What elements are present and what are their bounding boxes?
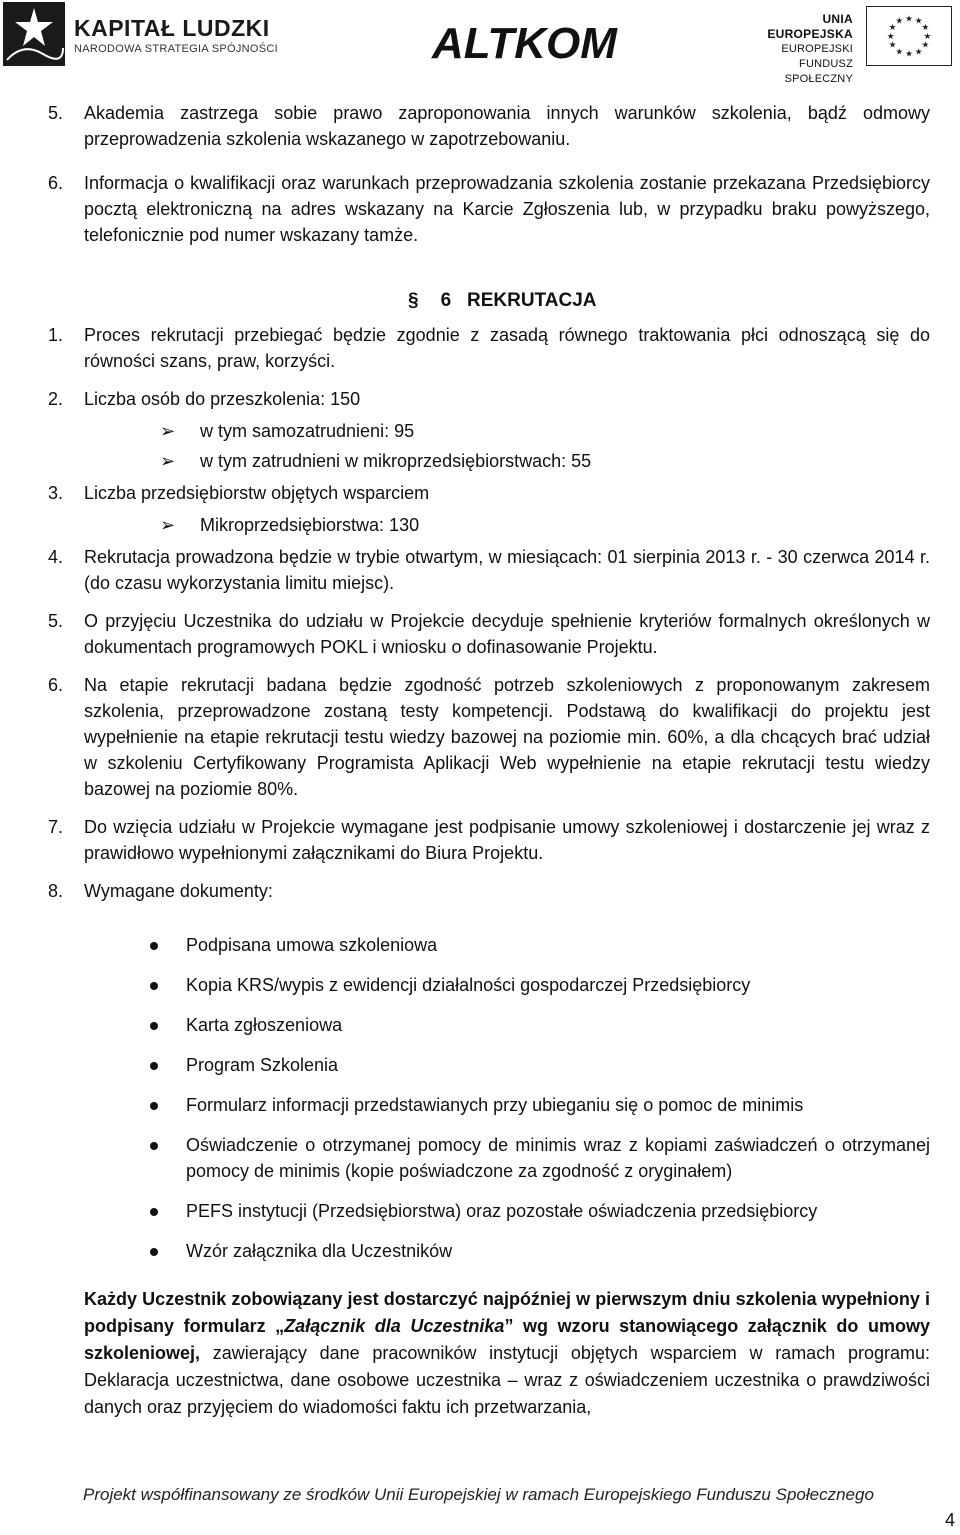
svg-text:★: ★ (923, 31, 932, 42)
list-item (48, 878, 930, 904)
item-number: 7. (48, 817, 64, 837)
sub-list-item (160, 416, 930, 446)
sub-item-text: Mikroprzedsiębiorstwa: 130 (200, 515, 420, 535)
svg-text:★: ★ (921, 23, 930, 34)
document-text: Program Szkolenia (186, 1055, 339, 1075)
sub-item-text: w tym samozatrudnieni: 95 (200, 421, 415, 441)
item-number: 3. (48, 483, 64, 503)
item-text: Rekrutacja prowadzona będzie w trybie otwartym, w miesiącach: 01 sierpinia 2013 r. - 30 czerwca 2014 r. (do czasu wykorzystania limitu miejsc). (84, 547, 930, 593)
kapital-ludzki-text (74, 16, 278, 56)
ue-line3: FUNDUSZ SPOŁECZNY (784, 58, 853, 85)
list-item (48, 100, 930, 152)
list-item (48, 814, 930, 866)
document-text: Wzór załącznika dla Uczestników (186, 1241, 453, 1261)
bullet-icon (150, 1248, 158, 1256)
item-number: 6. (48, 675, 64, 695)
document-item (148, 1052, 930, 1078)
item-text: Liczba osób do przeszkolenia: 150 (84, 389, 361, 409)
document-item (148, 932, 930, 958)
document-item (148, 1012, 930, 1038)
item-number: 8. (48, 881, 64, 901)
svg-text:★: ★ (888, 40, 897, 51)
document-text: Formularz informacji przedstawianych przy ubieganiu się o pomoc de minimis (186, 1095, 804, 1115)
bullet-icon (150, 1062, 158, 1070)
sub-item-text: w tym zatrudnieni w mikroprzedsiębiorstwach: 55 (200, 451, 592, 471)
item-number: 5. (48, 103, 64, 123)
arrow-bullet-icon: ➢ (160, 421, 176, 441)
item-number: 4. (48, 547, 64, 567)
page-footer: Projekt współfinansowany ze środków Unii Europejskiej w ramach Europejskiego Funduszu Społecznego (83, 1485, 874, 1504)
altkom-logo-text: ALTKOM (432, 19, 617, 68)
item-number: 1. (48, 325, 64, 345)
list-item (48, 322, 930, 374)
bullet-icon (150, 1208, 158, 1216)
svg-text:★: ★ (921, 40, 930, 51)
bullet-icon (150, 1102, 158, 1110)
svg-text:★: ★ (914, 47, 923, 58)
kl-subtitle: NARODOWA STRATEGIA SPÓJNOŚCI (74, 43, 278, 55)
ue-text (735, 12, 853, 87)
list-item (48, 170, 930, 248)
item-text: Akademia zastrzega sobie prawo zaproponowania innych warunków szkolenia, bądź odmowy przeprowadzenia szkolenia wskazanego w zapotrzebowaniu. (84, 103, 930, 149)
svg-text:★: ★ (914, 16, 923, 27)
item-text: Proces rekrutacji przebiegać będzie zgodnie z zasadą równego traktowania płci odnoszącą się do równości szans, praw, korzyści. (84, 325, 930, 371)
sub-list-item (160, 510, 930, 540)
document-item (148, 1238, 930, 1264)
item-text: Liczba przedsiębiorstw objętych wsparciem (84, 483, 430, 503)
altkom-logo (430, 14, 617, 71)
section-heading (48, 288, 930, 314)
paragraph-symbol: § (408, 290, 419, 311)
ue-line2: EUROPEJSKI (781, 43, 853, 55)
sub-list (160, 416, 930, 476)
arrow-bullet-icon: ➢ (160, 451, 176, 471)
documents-list (148, 932, 930, 1264)
document-item (148, 1132, 930, 1184)
item-number: 2. (48, 389, 64, 409)
list-item (48, 608, 930, 660)
document-text: Oświadczenie o otrzymanej pomocy de minimis wraz z kopiami zaświadczeń o otrzymanej pomocy de minimis (kopie poświadczone za zgodność z oryginałem) (186, 1135, 930, 1181)
kl-title: KAPITAŁ LUDZKI (74, 15, 270, 41)
notice-text: zawierający dane pracowników instytucji objętych wsparciem w ramach programu: Deklaracja uczestnictwa, dane osobowe uczestnika – wraz z oświadczeniem uczestnika o prawdziwości danych oraz przyjęciem do wiadomości faktu ich przetwarzania, (84, 1343, 930, 1417)
svg-text:★: ★ (895, 16, 904, 27)
item-text: Do wzięcia udziału w Projekcie wymagane jest podpisanie umowy szkoleniowej i dostarczenie jej wraz z prawidłowo wypełnionymi załącznikami do Biura Projektu. (84, 817, 930, 863)
document-item (148, 972, 930, 998)
page-header (0, 0, 960, 85)
svg-text:★: ★ (888, 23, 897, 34)
page-number: 4 (945, 1510, 956, 1530)
list-item (48, 386, 930, 412)
bullet-icon (150, 1142, 158, 1150)
document-item (148, 1198, 930, 1224)
document-text: Podpisana umowa szkoleniowa (186, 935, 438, 955)
document-item (148, 1092, 930, 1118)
document-body (48, 100, 930, 1421)
notice-bold-italic: Załącznik dla Uczestnika (284, 1316, 505, 1336)
notice-bold-2: ” wg wzoru stanowiącego załącznik do umowy szkoleniowej, (84, 1316, 930, 1363)
list-item (48, 480, 930, 506)
document-text: PEFS instytucji (Przedsiębiorstwa) oraz pozostałe oświadczenia przedsiębiorcy (186, 1201, 818, 1221)
bullet-icon (150, 942, 158, 950)
list-item (48, 672, 930, 802)
item-text: Wymagane dokumenty: (84, 881, 273, 901)
section-number: 6 (440, 290, 452, 311)
document-text: Kopia KRS/wypis z ewidencji działalności gospodarczej Przedsiębiorcy (186, 975, 751, 995)
svg-text:★: ★ (886, 31, 895, 42)
ue-line1: UNIA EUROPEJSKA (767, 12, 853, 41)
svg-text:★: ★ (895, 47, 904, 58)
sub-list (160, 510, 930, 540)
svg-text:★: ★ (905, 14, 913, 25)
item-text: Na etapie rekrutacji badana będzie zgodność potrzeb szkoleniowych z proponowanym zakresem szkolenia, przeprowadzone zostaną testy kompetencji. Podstawą do kwalifikacji do projektu jest wypełnienie na etapie rekrutacji testu wiedzy bazowej na poziomie min. 60%, a dla chcących brać udział w szkoleniu Certyfikowany Programista Aplikacji Web wypełnienie na etapie rekrutacji testu wiedzy bazowej na poziomie 80%. (84, 675, 930, 799)
sub-list-item (160, 446, 930, 476)
bullet-icon (150, 982, 158, 990)
section-title: REKRUTACJA (467, 290, 597, 311)
document-text: Karta zgłoszeniowa (186, 1015, 343, 1035)
bullet-icon (150, 1022, 158, 1030)
kapital-ludzki-logo-icon (3, 2, 65, 66)
participant-notice (48, 1286, 930, 1421)
list-item (48, 544, 930, 596)
eu-flag-icon (866, 6, 952, 66)
svg-text:★: ★ (905, 49, 913, 60)
arrow-bullet-icon: ➢ (160, 515, 176, 535)
item-number: 5. (48, 611, 64, 631)
item-number: 6. (48, 173, 64, 193)
item-text: O przyjęciu Uczestnika do udziału w Projekcie decyduje spełnienie kryteriów formalnych określonych w dokumentach programowych POKL i wniosku o dofinasowanie Projektu. (84, 611, 930, 657)
item-text: Informacja o kwalifikacji oraz warunkach przeprowadzania szkolenia zostanie przekazana Przedsiębiorcy pocztą elektroniczną na adres wskazany na Karcie Zgłoszenia lub, w przypadku braku powyższego, telefonicznie pod numer wskazany tamże. (84, 173, 930, 245)
notice-bold-1: Każdy Uczestnik zobowiązany jest dostarczyć najpóźniej w pierwszym dniu szkolenia wypełniony i podpisany formularz „ (84, 1289, 930, 1336)
